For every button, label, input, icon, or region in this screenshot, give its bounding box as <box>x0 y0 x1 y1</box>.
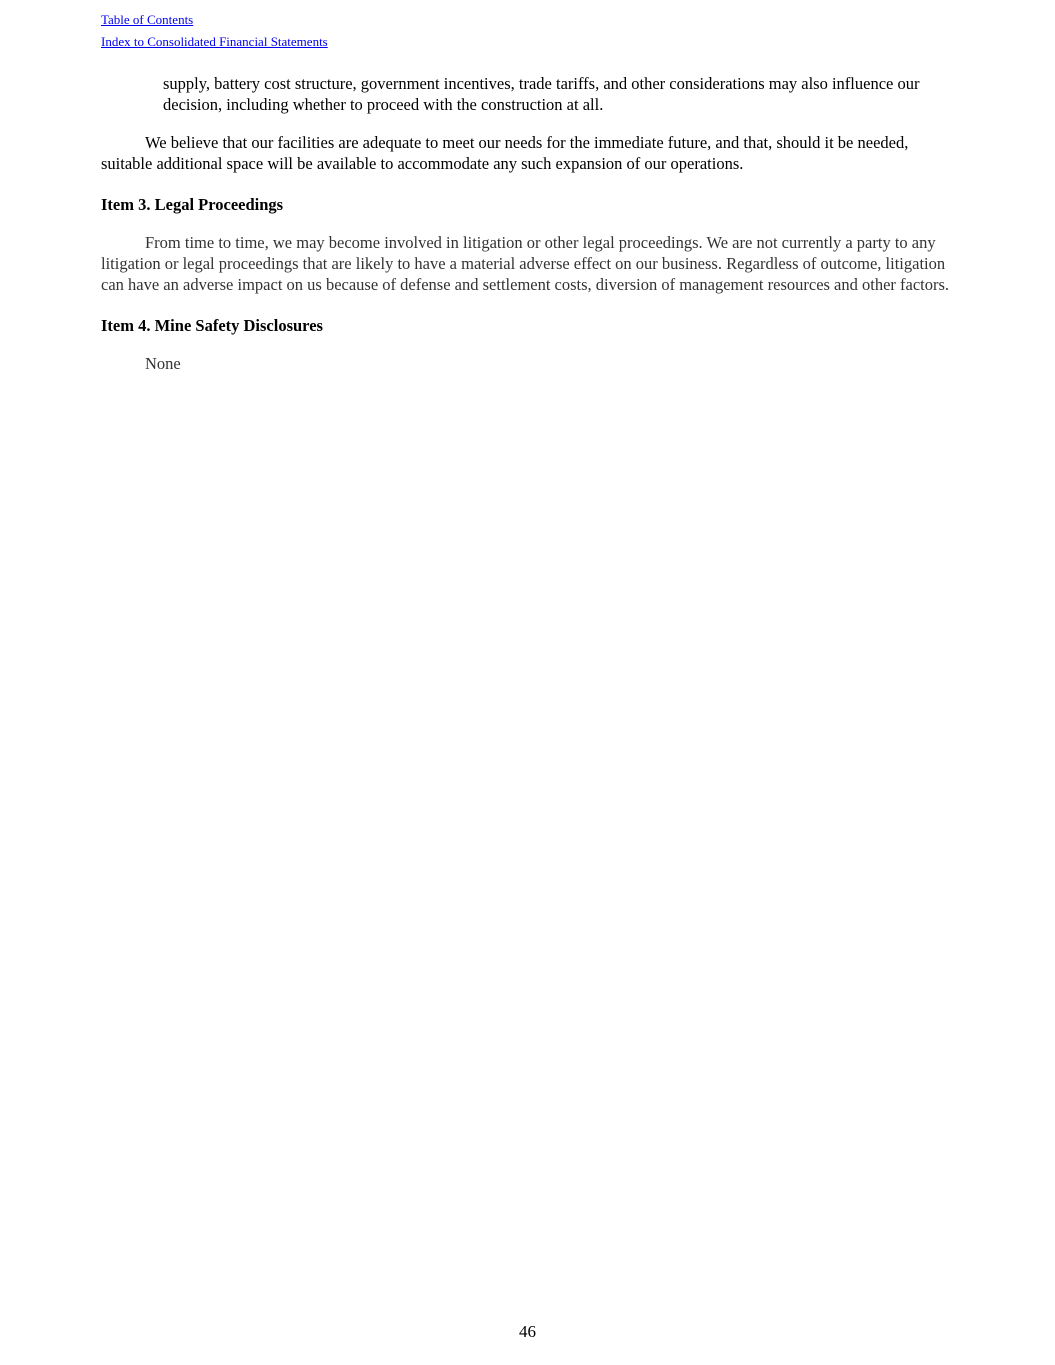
item-4-heading: Item 4. Mine Safety Disclosures <box>101 316 323 335</box>
page-navigation <box>101 9 328 53</box>
item-3-heading: Item 3. Legal Proceedings <box>101 195 284 214</box>
facilities-paragraph: We believe that our facilities are adequate to meet our needs for the immediate future, and that, should it be needed, suitable additional space will be available to accommodate any such expansion of our operations. <box>101 133 909 173</box>
financial-statements-index-link[interactable]: Index to Consolidated Financial Statements <box>101 34 328 49</box>
page-number: 46 <box>519 1322 536 1341</box>
legal-proceedings-paragraph: From time to time, we may become involved in litigation or other legal proceedings. We are not currently a party to any litigation or legal proceedings that are likely to have a material adverse effect on our business. Regardless of outcome, litigation can have an adverse impact on us because of defense and settlement costs, diversion of management resources and other factors. <box>101 233 950 294</box>
table-of-contents-link[interactable]: Table of Contents <box>101 12 194 27</box>
mine-safety-text: None <box>145 354 181 373</box>
document-body <box>101 73 961 374</box>
continued-bullet-text: supply, battery cost structure, government incentives, trade tariffs, and other considerations may also influence our decision, including whether to proceed with the construction at all. <box>163 74 920 114</box>
